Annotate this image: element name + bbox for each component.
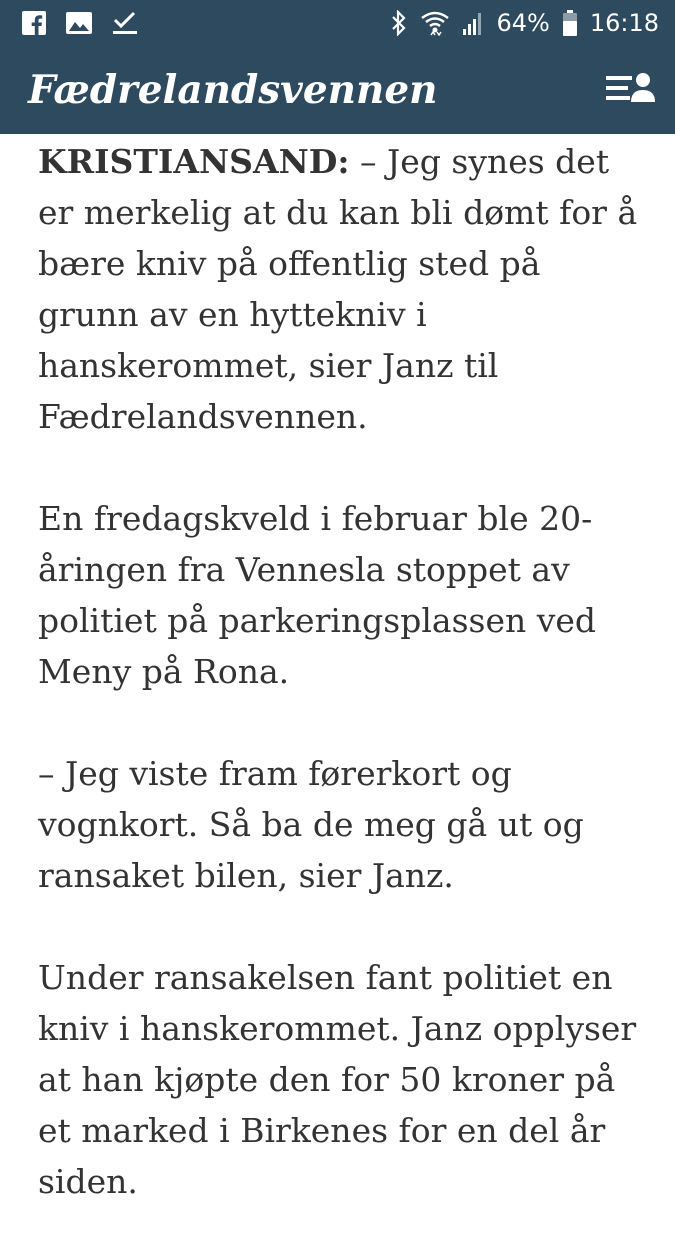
article-body — [38, 136, 648, 1258]
bluetooth-icon — [390, 10, 408, 36]
status-bar — [0, 0, 675, 46]
article-paragraph-2: En fredagskveld i februar ble 20-åringen fra Vennesla stoppet av politiet på parkeringsplassen ved Meny på Rona. — [38, 499, 597, 691]
status-notifications — [22, 11, 138, 35]
dateline: KRISTIANSAND: — [38, 142, 350, 181]
signal-icon — [462, 11, 484, 35]
status-system — [390, 9, 659, 37]
paragraph-text: – Jeg synes det er merkelig at du kan bli dømt for å bære kniv på offentlig sted på grunn av en hyttekniv i hanskerommet, sier Janz til Fædrelandsvennen. — [38, 142, 638, 436]
article-paragraph-4: Under ransakelsen fant politiet en kniv i hanskerommet. Janz opplyser at han kjøpte den for 50 kroner på et marked i Birkenes for en del år siden. — [38, 958, 637, 1201]
image-icon — [66, 11, 92, 35]
menu-user-button[interactable] — [605, 70, 657, 110]
clock: 16:18 — [589, 9, 659, 37]
app-header — [0, 46, 675, 134]
menu-user-icon — [606, 70, 656, 110]
site-logo[interactable]: Fædrelandsvennen — [28, 67, 438, 113]
battery-percent: 64% — [496, 9, 550, 37]
wifi-icon — [420, 10, 450, 36]
article-paragraph-1 — [38, 136, 648, 442]
facebook-icon — [22, 11, 46, 35]
download-check-icon — [112, 11, 138, 35]
battery-icon — [562, 10, 578, 36]
article-paragraph-3: – Jeg viste fram førerkort og vognkort. Så ba de meg gå ut og ransaket bilen, sier Janz. — [38, 754, 584, 895]
